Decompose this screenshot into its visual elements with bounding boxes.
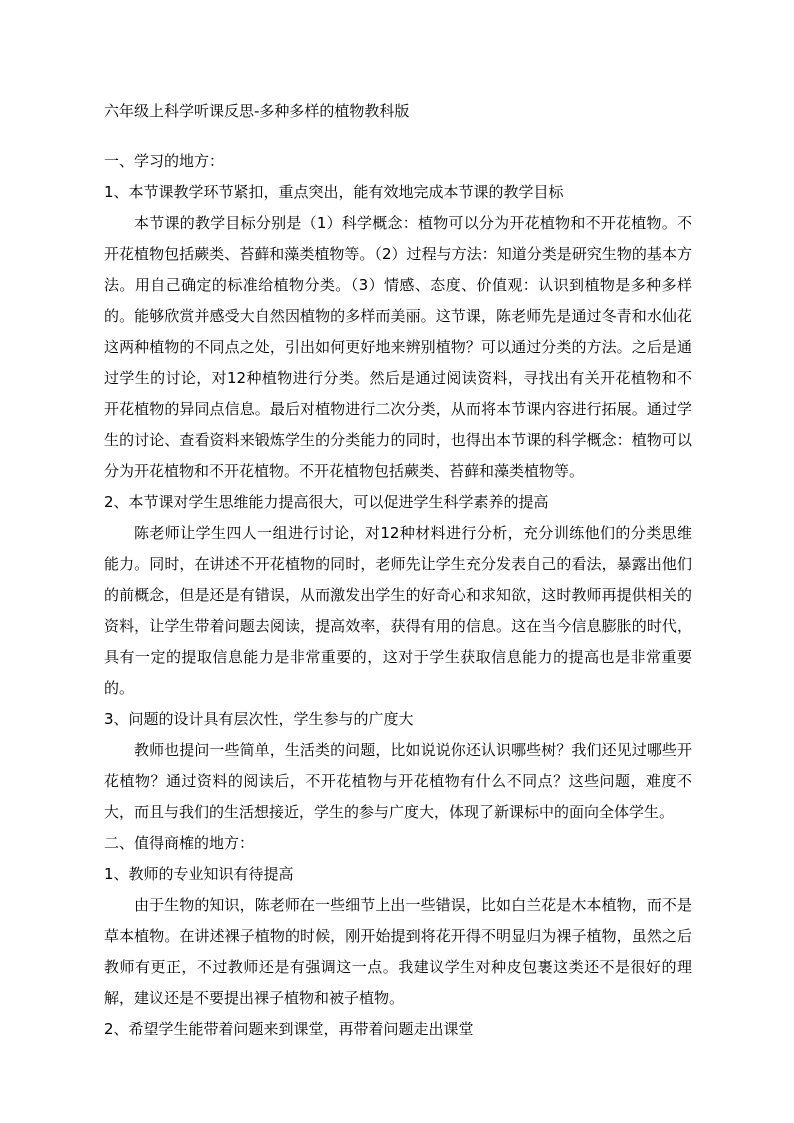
point-heading-2: 2、本节课对学生思维能力提高很大，可以促进学生科学素养的提高 <box>104 493 549 511</box>
blank-line <box>104 127 692 146</box>
paragraph-4: 由于生物的知识，陈老师在一些细节上出一些错误，比如白兰花是木本植物，而不是草本植物。在讲述裸子植物的时候，刚开始提到将花开得不明显归为裸子植物，虽然之后教师有更正，不过教师还是有强调这一点。我建议学生对种皮包裹这类还不是很好的理解，建议还是不要提出裸子植物和被子植物。 <box>104 896 692 1007</box>
discussion-heading-1: 1、教师的专业知识有待提高 <box>104 865 294 883</box>
discussion-heading-2: 2、希望学生能带着问题来到课堂，再带着问题走出课堂 <box>104 1020 474 1038</box>
point-heading-3: 3、问题的设计具有层次性，学生参与的广度大 <box>104 710 414 728</box>
paragraph-1: 本节课的教学目标分别是（1）科学概念：植物可以分为开花植物和不开花植物。不开花植物包括蕨类、苔藓和藻类植物等。（2）过程与方法：知道分类是研究生物的基本方法。用自己确定的标准给植物分类。（3）情感、态度、价值观：认识到植物是多种多样的。能够欣赏并感受大自然因植物的多样而美丽。这节课，陈老师先是通过冬青和水仙花这两种植物的不同点之处，引出如何更好地来辨别植物？可以通过分类的方法。之后是通过学生的讨论，对12种植物进行分类。然后是通过阅读资料，寻找出有关开花植物和不开花植物的异同点信息。最后对植物进行二次分类，从而将本节课内容进行拓展。通过学生的讨论、查看资料来锻炼学生的分类能力的同时，也得出本节课的科学概念：植物可以分为开花植物和不开花植物。不开花植物包括蕨类、苔藓和藻类植物等。 <box>104 214 692 480</box>
document-title: 六年级上科学听课反思-多种多样的植物教科版 <box>104 102 410 120</box>
document-body <box>104 96 692 1045</box>
point-heading-1: 1、本节课教学环节紧扣，重点突出，能有效地完成本节课的教学目标 <box>104 183 564 201</box>
section-heading-discussion: 二、值得商榷的地方： <box>104 834 255 852</box>
paragraph-2: 陈老师让学生四人一组进行讨论，对12种材料进行分析，充分训练他们的分类思维能力。同时，在讲述不开花植物的同时，老师先让学生充分发表自己的看法，暴露出他们的前概念，但是还是有错误，从而激发出学生的好奇心和求知欲，这时教师再提供相关的资料，让学生带着问题去阅读，提高效率，获得有用的信息。这在当今信息膨胀的时代，具有一定的提取信息能力是非常重要的，这对于学生获取信息能力的提高也是非常重要的。 <box>104 524 692 697</box>
paragraph-3: 教师也提问一些简单，生活类的问题，比如说说你还认识哪些树？我们还见过哪些开花植物？通过资料的阅读后，不开花植物与开花植物有什么不同点？这些问题，难度不大，而且与我们的生活想接近，学生的参与广度大，体现了新课标中的面向全体学生。 <box>104 741 692 821</box>
section-heading-learning: 一、学习的地方： <box>104 152 225 170</box>
